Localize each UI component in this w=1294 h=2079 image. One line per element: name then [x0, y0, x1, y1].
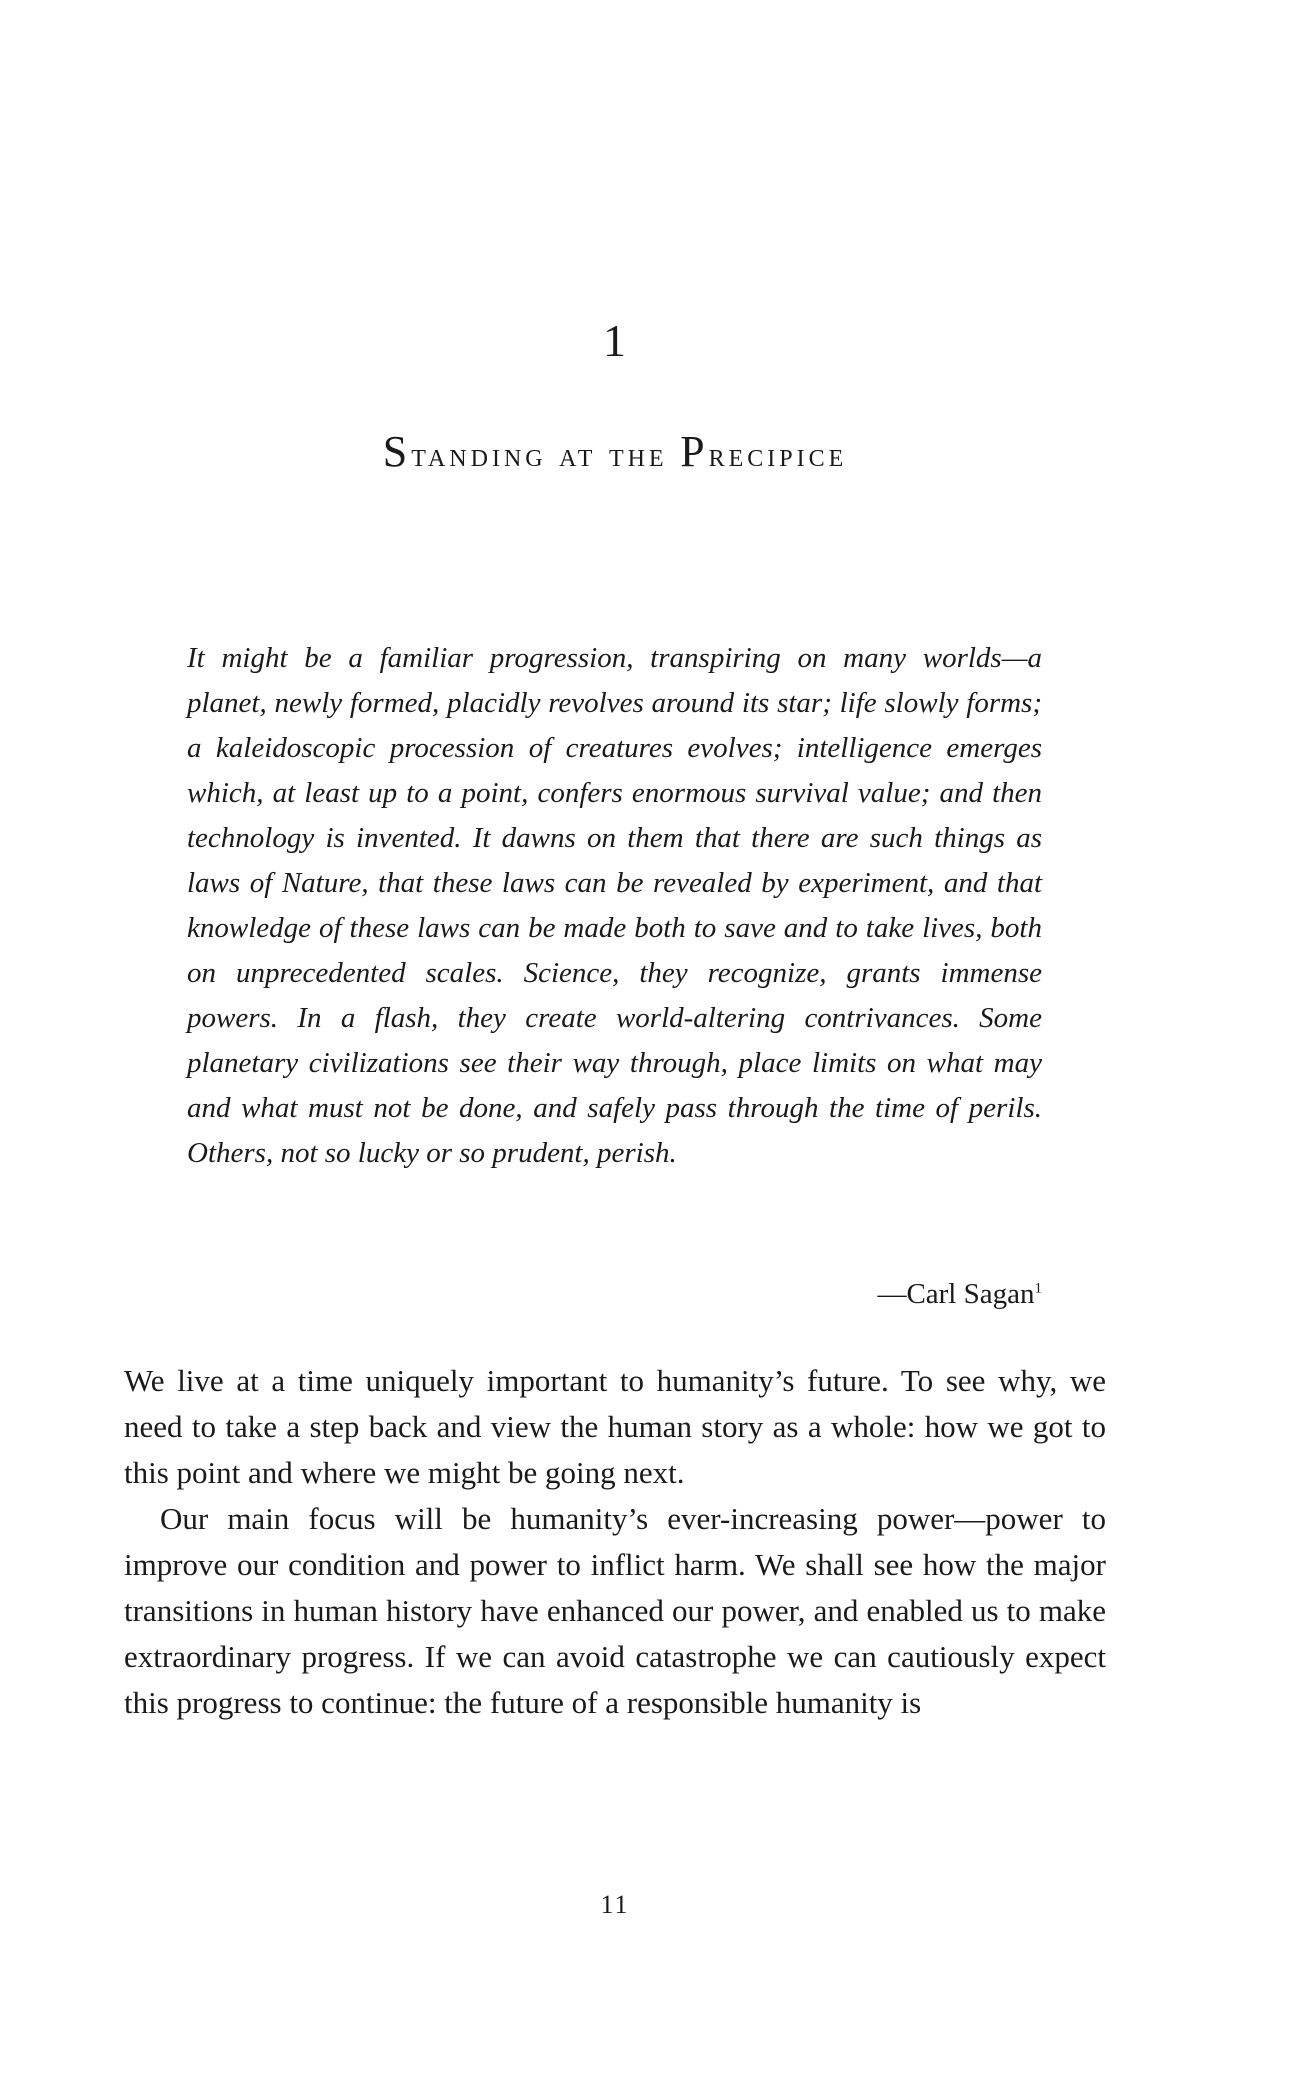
footnote-marker[interactable]: 1	[1034, 1280, 1042, 1297]
chapter-number: 1	[603, 315, 627, 366]
body-paragraph: Our main focus will be humanity’s ever-increasing power—power to improve our condition and power to inflict harm. We shall see how the major transitions in human history have enhanced our power, and enabled us to make extraordinary progress. If we can avoid catastrophe we can cautiously expect this progress to continue: the future of a responsible humanity is	[124, 1501, 1106, 1720]
body-text	[124, 1358, 1106, 1726]
body-paragraph: We live at a time uniquely important to humanity’s future. To see why, we need to take a step back and view the human story as a whole: how we got to this point and where we might be going next.	[124, 1363, 1106, 1490]
page-number: 11	[600, 1890, 630, 1919]
chapter-title-second-cap: P	[680, 427, 709, 476]
chapter-title	[0, 427, 1230, 476]
chapter-title-part-2: recipice	[708, 437, 848, 474]
epigraph-quote: It might be a familiar progression, transpiring on many worlds—a planet, newly formed, placidly revolves around its star; life slowly forms; a kaleidoscopic procession of creatures evolves; intelligence emerges which, at least up to a point, confers enormous survival value; and then technology is invented. It dawns on them that there are such things as laws of Nature, that these laws can be revealed by experiment, and that knowledge of these laws can be made both to save and to take lives, both on unprecedented scales. Science, they recognize, grants immense powers. In a flash, they create world-altering contrivances. Some planetary civilizations see their way through, place limits on what may and what must not be done, and safely pass through the time of perils. Others, not so lucky or so prudent, perish.	[187, 642, 1042, 1169]
attribution-author: —Carl Sagan	[877, 1278, 1035, 1310]
chapter-title-initial-cap: S	[382, 427, 412, 476]
chapter-title-part-1: tanding at the	[411, 437, 681, 474]
epigraph-attribution	[187, 1272, 1042, 1317]
